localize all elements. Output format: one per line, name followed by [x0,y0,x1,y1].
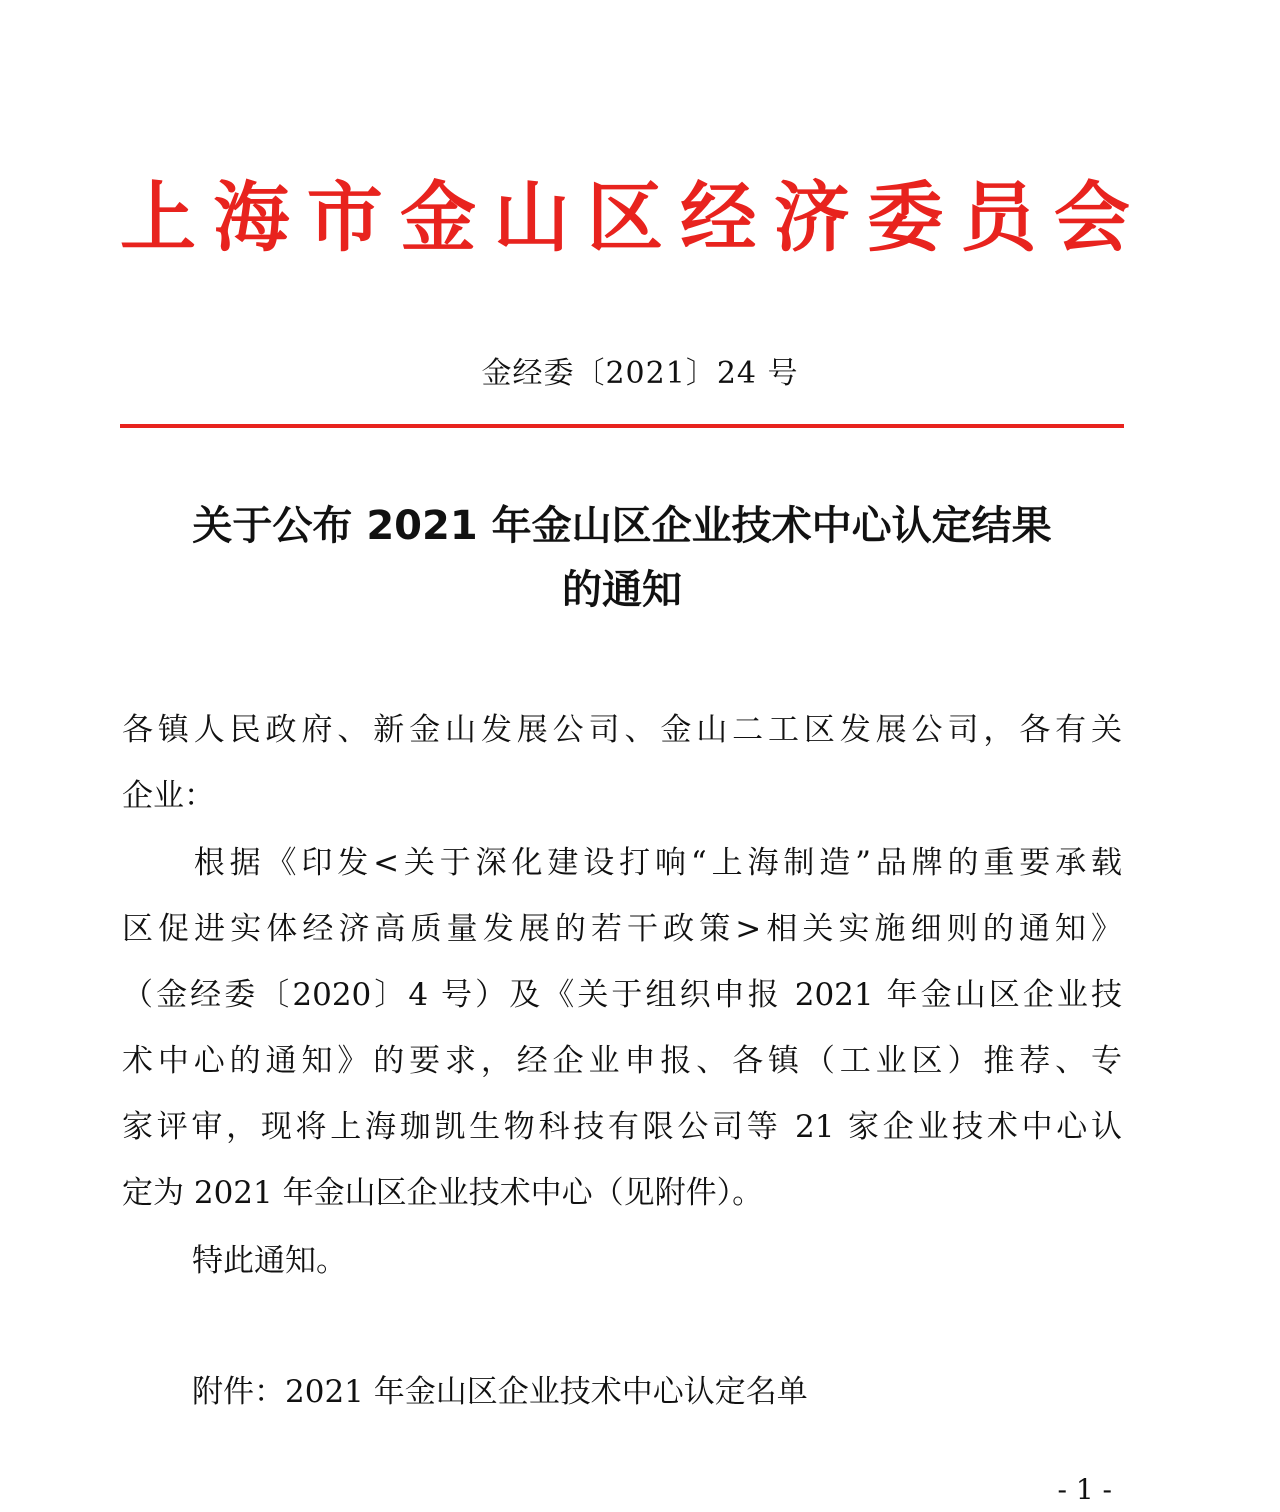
issuer-masthead [120,168,1130,268]
document-title [120,494,1124,622]
issuer-char: 海 [213,173,290,262]
issuer-char: 市 [306,173,383,262]
salutation-line-1: 各镇人民政府、新金山发展公司、金山二工区发展公司，各有关 [122,712,1122,748]
issuer-char: 上 [120,173,196,262]
title-line-1: 关于公布 2021 年金山区企业技术中心认定结果 [192,503,1052,549]
paragraph-line: （金经委〔2020〕4 号）及《关于组织申报 2021 年金山区企业技 [122,977,1122,1013]
issuer-char: 会 [1053,173,1130,262]
attachment-note: 附件：2021 年金山区企业技术中心认定名单 [192,1374,808,1410]
title-line-2: 的通知 [562,567,682,613]
red-divider-line [120,424,1124,428]
issuer-char: 员 [960,173,1037,262]
issuer-char: 区 [586,173,663,262]
issuer-char: 济 [773,173,850,262]
salutation-line-2: 企业： [122,778,215,814]
paragraph-line: 家评审，现将上海珈凯生物科技有限公司等 21 家企业技术中心认 [122,1109,1122,1145]
paragraph-line: 区促进实体经济高质量发展的若干政策>相关实施细则的通知》 [122,911,1122,947]
issuer-char: 山 [493,173,570,262]
paragraph-line: 定为 2021 年金山区企业技术中心（见附件）。 [122,1175,764,1211]
paragraph-line: 根据《印发<关于深化建设打响“上海制造”品牌的重要承载 [122,845,1122,881]
body-paragraph [122,830,1122,1226]
page-number: - 1 - [1057,1473,1112,1506]
document-number: 金经委〔2021〕24 号 [481,356,799,391]
salutation [122,697,1122,829]
paragraph-line: 术中心的通知》的要求，经企业申报、各镇（工业区）推荐、专 [122,1043,1122,1079]
issuer-char: 金 [400,173,477,262]
issuer-char: 委 [867,173,944,262]
issuer-char: 经 [680,173,757,262]
closing-remark: 特此通知。 [192,1243,347,1279]
